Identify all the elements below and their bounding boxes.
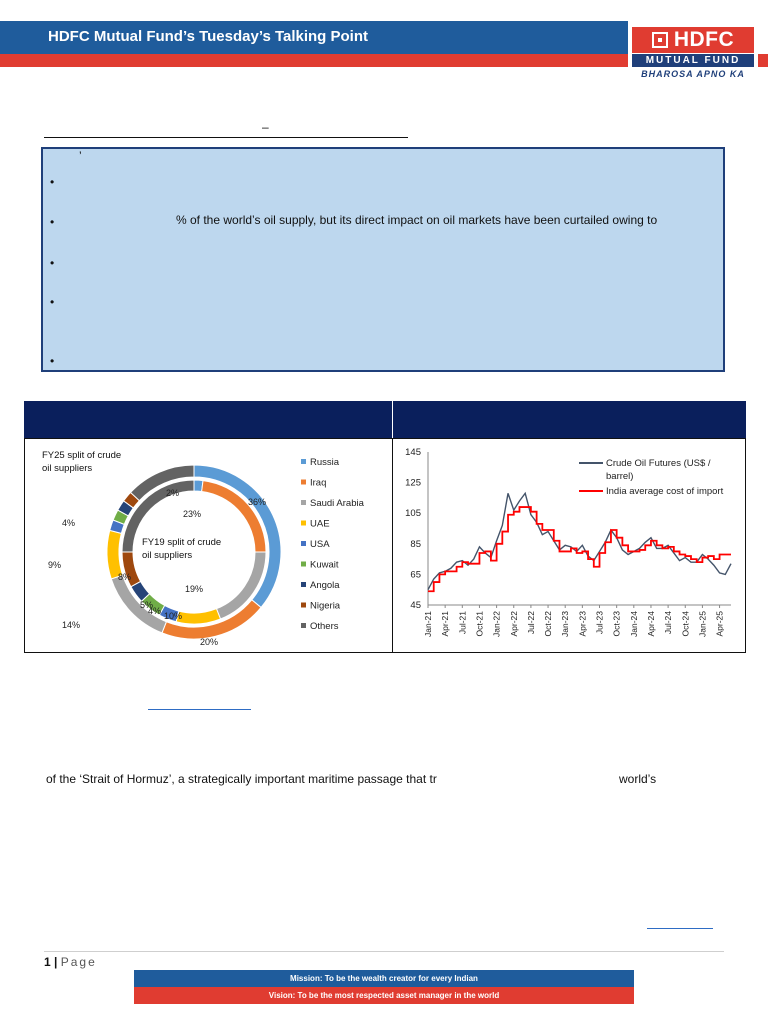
bullet-5: • bbox=[50, 354, 55, 368]
y-tick-label: 45 bbox=[410, 600, 421, 611]
x-tick-label: Jul-24 bbox=[663, 611, 674, 635]
bullet-3: • bbox=[50, 256, 55, 270]
legend-swatch bbox=[301, 500, 306, 505]
page-number-value: 1 bbox=[44, 955, 51, 969]
legend-label: Saudi Arabia bbox=[310, 498, 364, 509]
chart-header-divider bbox=[392, 401, 393, 438]
summary-apostrophe: ’ bbox=[79, 149, 82, 163]
line-axes bbox=[405, 447, 731, 637]
legend-swatch bbox=[301, 521, 306, 526]
heading-underline bbox=[44, 137, 408, 138]
outer-percent-label: 36% bbox=[248, 497, 267, 507]
inner-percent-label: 19% bbox=[185, 584, 204, 594]
legend-label: Russia bbox=[310, 457, 340, 468]
chart-header-bar bbox=[24, 401, 746, 438]
y-tick-label: 105 bbox=[405, 508, 421, 520]
bullet-2-text: % of the world’s oil supply, but its direct impact on oil markets have been curtailed owing to bbox=[176, 213, 658, 227]
line-legend bbox=[579, 458, 724, 497]
inner-percent-label: 23% bbox=[183, 509, 202, 519]
x-tick-label: Apr-22 bbox=[508, 611, 519, 637]
x-tick-label: Apr-23 bbox=[577, 611, 588, 637]
fy19-slice-uae bbox=[176, 609, 220, 624]
x-tick-label: Jan-23 bbox=[560, 611, 571, 637]
legend-label-futures-line2: barrel) bbox=[606, 471, 634, 482]
x-tick-label: Jan-22 bbox=[491, 611, 502, 637]
donut-rings bbox=[107, 465, 281, 639]
legend-swatch bbox=[301, 562, 306, 567]
legend-label-futures-line1: Crude Oil Futures (US$ / bbox=[606, 458, 711, 469]
y-tick-label: 65 bbox=[410, 569, 421, 581]
legend-label: Kuwait bbox=[310, 559, 339, 571]
mission-banner: Mission: To be the wealth creator for every Indian bbox=[134, 970, 634, 987]
legend-label: Iraq bbox=[310, 477, 327, 489]
inner-percent-label: 10% bbox=[164, 611, 183, 621]
y-tick-label: 85 bbox=[410, 538, 421, 550]
series-crude-futures bbox=[428, 493, 731, 589]
y-tick-label: 145 bbox=[405, 447, 421, 458]
outer-percent-label: 14% bbox=[62, 620, 81, 630]
logo-brand: HDFC bbox=[673, 28, 735, 51]
x-tick-label: Jan-21 bbox=[423, 611, 433, 637]
legend-label: USA bbox=[310, 539, 330, 550]
body-worlds-text: world’s bbox=[619, 772, 657, 786]
page-number bbox=[44, 955, 97, 969]
x-tick-label: Apr-24 bbox=[645, 611, 656, 637]
legend-swatch bbox=[301, 623, 306, 628]
vision-banner: Vision: To be the most respected asset manager in the world bbox=[134, 987, 634, 1004]
hyperlink-underline-1[interactable] bbox=[148, 709, 251, 710]
legend-swatch bbox=[301, 480, 306, 485]
x-tick-label: Jan-25 bbox=[697, 611, 708, 637]
legend-label: Nigeria bbox=[310, 600, 341, 612]
legend-swatch bbox=[301, 541, 306, 546]
hdfc-logo bbox=[628, 21, 758, 87]
outer-percent-label: 9% bbox=[48, 560, 62, 570]
crude-price-line-chart bbox=[393, 438, 745, 653]
footer-rule bbox=[44, 951, 724, 952]
x-tick-label: Jul-23 bbox=[594, 611, 605, 635]
page-title: HDFC Mutual Fund’s Tuesday’s Talking Point bbox=[48, 28, 369, 45]
hdfc-mark-icon bbox=[652, 32, 668, 48]
legend-label: Angola bbox=[310, 580, 340, 591]
inner-percent-label: 4% bbox=[148, 606, 162, 616]
logo-subtitle: MUTUAL FUND bbox=[632, 54, 754, 67]
hyperlink-underline-2[interactable] bbox=[647, 928, 713, 929]
legend-swatch bbox=[301, 582, 306, 587]
legend-swatch bbox=[301, 459, 306, 464]
logo-tagline: BHAROSA APNO KA bbox=[641, 69, 745, 79]
bullet-2: • bbox=[50, 215, 55, 229]
body-hormuz-text: of the ‘Strait of Hormuz’, a strategically important maritime passage that tr bbox=[46, 772, 437, 786]
outer-percent-label: 4% bbox=[62, 518, 76, 528]
x-tick-label: Jul-21 bbox=[457, 611, 468, 635]
legend-label: Others bbox=[310, 621, 339, 632]
x-tick-label: Jul-22 bbox=[525, 611, 536, 635]
x-tick-label: Apr-21 bbox=[440, 611, 451, 637]
legend-label-import: India average cost of import bbox=[606, 486, 724, 497]
outer-percent-label: 20% bbox=[200, 637, 219, 647]
x-tick-label: Oct-21 bbox=[474, 611, 485, 637]
crude-supplier-donut-chart bbox=[24, 438, 392, 653]
x-tick-label: Apr-25 bbox=[714, 611, 725, 637]
x-tick-label: Oct-24 bbox=[680, 611, 691, 637]
inner-label-line2: oil suppliers bbox=[142, 550, 193, 561]
heading-dash: – bbox=[262, 120, 269, 134]
inner-percent-label: 8% bbox=[118, 572, 132, 582]
x-tick-label: Jan-24 bbox=[628, 611, 639, 637]
legend-label: UAE bbox=[310, 518, 330, 530]
inner-label-line1: FY19 split of crude bbox=[142, 537, 222, 548]
bullet-1: • bbox=[50, 175, 55, 189]
page-number-separator: | bbox=[54, 955, 58, 969]
donut-legend bbox=[301, 457, 365, 632]
page-word: Page bbox=[60, 955, 97, 969]
x-tick-label: Oct-23 bbox=[611, 611, 622, 637]
inner-percent-label: 5% bbox=[140, 600, 154, 610]
line-series bbox=[428, 493, 731, 591]
bullet-4: • bbox=[50, 295, 55, 309]
legend-swatch bbox=[301, 603, 306, 608]
y-tick-label: 125 bbox=[405, 477, 421, 489]
summary-box bbox=[41, 147, 725, 372]
outer-label-line2: oil suppliers bbox=[42, 463, 93, 474]
logo-top bbox=[632, 27, 754, 53]
outer-label-line1: FY25 split of crude bbox=[42, 450, 122, 461]
inner-percent-label: 2% bbox=[166, 488, 180, 498]
x-tick-label: Oct-22 bbox=[543, 611, 554, 637]
